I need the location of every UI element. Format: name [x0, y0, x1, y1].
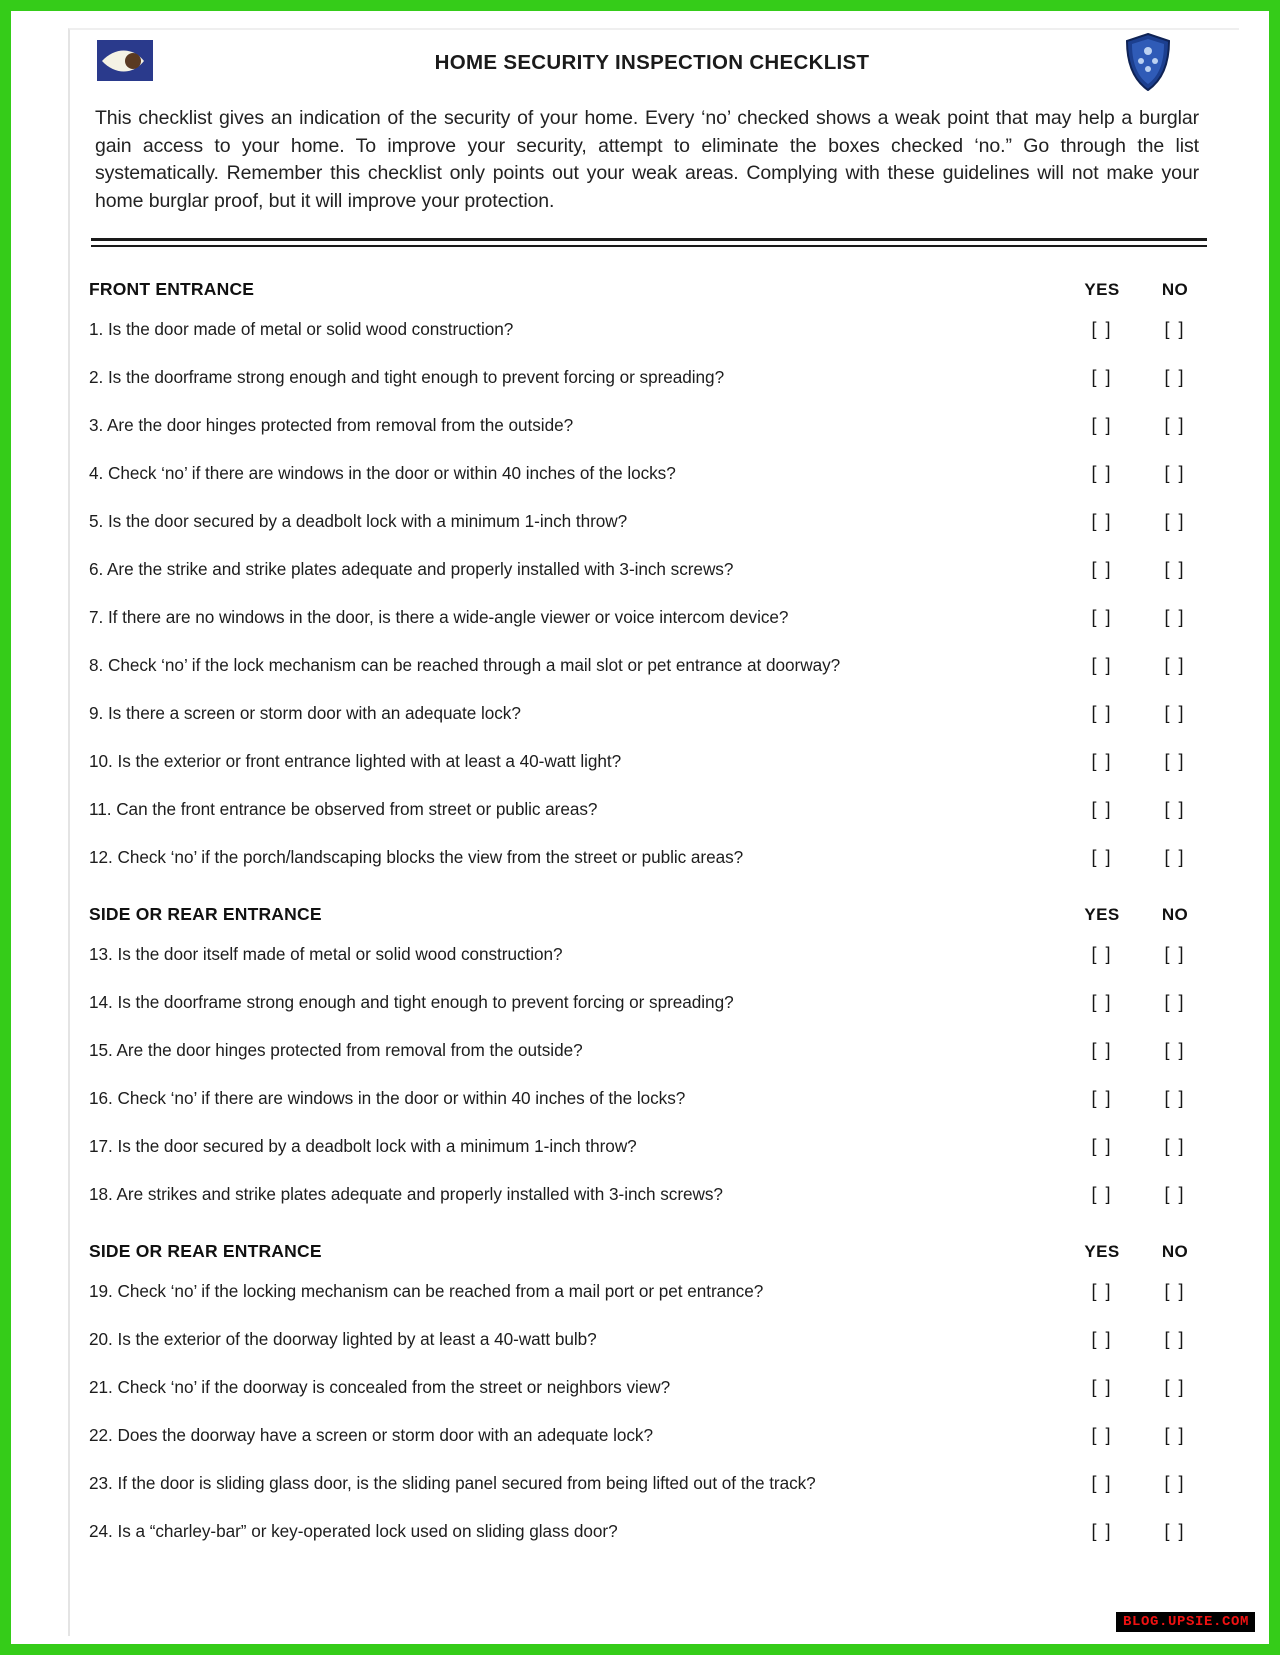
question-text: 1. Is the door made of metal or solid wood construction?	[89, 319, 514, 340]
no-checkbox[interactable]: [ ]	[1164, 1136, 1186, 1157]
question-text: 18. Are strikes and strike plates adequate and properly installed with 3-inch screws?	[89, 1184, 723, 1205]
document-header	[89, 29, 1209, 91]
no-checkbox[interactable]: [ ]	[1164, 559, 1186, 580]
no-checkbox[interactable]: [ ]	[1164, 511, 1186, 532]
no-checkbox[interactable]: [ ]	[1164, 992, 1186, 1013]
checklist-row	[89, 979, 1209, 1027]
yes-checkbox[interactable]: [ ]	[1091, 799, 1113, 820]
column-header-no: NO	[1161, 1241, 1189, 1261]
eye-icon	[97, 40, 153, 81]
question-text: 22. Does the doorway have a screen or storm door with an adequate lock?	[89, 1425, 653, 1446]
section-title: FRONT ENTRANCE	[89, 278, 255, 299]
checklist-row	[89, 450, 1209, 498]
checklist-row	[89, 690, 1209, 738]
checklist-table	[89, 257, 1209, 1556]
question-text: 9. Is there a screen or storm door with an adequate lock?	[89, 703, 521, 724]
checklist-row	[89, 1508, 1209, 1556]
watermark: BLOG.UPSIE.COM	[1116, 1612, 1255, 1632]
checklist-row	[89, 1268, 1209, 1316]
no-checkbox[interactable]: [ ]	[1164, 367, 1186, 388]
question-text: 2. Is the doorframe strong enough and tight enough to prevent forcing or spreading?	[89, 367, 725, 388]
checklist-row	[89, 786, 1209, 834]
yes-checkbox[interactable]: [ ]	[1091, 751, 1113, 772]
no-checkbox[interactable]: [ ]	[1164, 1377, 1186, 1398]
yes-checkbox[interactable]: [ ]	[1091, 367, 1113, 388]
shield-badge-icon	[1125, 33, 1171, 91]
question-text: 19. Check ‘no’ if the locking mechanism can be reached from a mail port or pet entrance?	[89, 1281, 764, 1302]
no-checkbox[interactable]: [ ]	[1164, 1184, 1186, 1205]
checklist-row	[89, 1460, 1209, 1508]
section-header-row	[89, 257, 1209, 306]
checklist-row	[89, 402, 1209, 450]
column-header-no: NO	[1161, 904, 1189, 924]
no-checkbox[interactable]: [ ]	[1164, 751, 1186, 772]
checklist-body	[89, 257, 1209, 1556]
yes-checkbox[interactable]: [ ]	[1091, 1329, 1113, 1350]
question-text: 15. Are the door hinges protected from removal from the outside?	[89, 1040, 583, 1061]
yes-checkbox[interactable]: [ ]	[1091, 1281, 1113, 1302]
question-text: 14. Is the doorframe strong enough and tight enough to prevent forcing or spreading?	[89, 992, 734, 1013]
no-checkbox[interactable]: [ ]	[1164, 1329, 1186, 1350]
question-text: 13. Is the door itself made of metal or solid wood construction?	[89, 944, 563, 965]
section-title: SIDE OR REAR ENTRANCE	[89, 903, 322, 924]
checklist-row	[89, 1364, 1209, 1412]
question-text: 21. Check ‘no’ if the doorway is concealed from the street or neighbors view?	[89, 1377, 671, 1398]
checklist-row	[89, 1123, 1209, 1171]
question-text: 23. If the door is sliding glass door, is the sliding panel secured from being lifted out of the track?	[89, 1473, 816, 1494]
yes-checkbox[interactable]: [ ]	[1091, 847, 1113, 868]
no-checkbox[interactable]: [ ]	[1164, 1040, 1186, 1061]
yes-checkbox[interactable]: [ ]	[1091, 992, 1113, 1013]
question-text: 10. Is the exterior or front entrance lighted with at least a 40-watt light?	[89, 751, 622, 772]
question-text: 5. Is the door secured by a deadbolt lock with a minimum 1-inch throw?	[89, 511, 628, 532]
section-title: SIDE OR REAR ENTRANCE	[89, 1240, 322, 1261]
question-text: 12. Check ‘no’ if the porch/landscaping blocks the view from the street or public areas?	[89, 847, 744, 868]
column-header-yes: YES	[1084, 279, 1120, 299]
document-sheet	[11, 11, 1269, 1644]
yes-checkbox[interactable]: [ ]	[1091, 1425, 1113, 1446]
no-checkbox[interactable]: [ ]	[1164, 463, 1186, 484]
checklist-row	[89, 306, 1209, 354]
no-checkbox[interactable]: [ ]	[1164, 1088, 1186, 1109]
no-checkbox[interactable]: [ ]	[1164, 1281, 1186, 1302]
checklist-row	[89, 1075, 1209, 1123]
yes-checkbox[interactable]: [ ]	[1091, 1473, 1113, 1494]
yes-checkbox[interactable]: [ ]	[1091, 655, 1113, 676]
no-checkbox[interactable]: [ ]	[1164, 607, 1186, 628]
no-checkbox[interactable]: [ ]	[1164, 944, 1186, 965]
yes-checkbox[interactable]: [ ]	[1091, 415, 1113, 436]
column-header-yes: YES	[1084, 1241, 1120, 1261]
column-header-yes: YES	[1084, 904, 1120, 924]
section-divider	[91, 238, 1207, 247]
yes-checkbox[interactable]: [ ]	[1091, 463, 1113, 484]
checklist-row	[89, 738, 1209, 786]
yes-checkbox[interactable]: [ ]	[1091, 1377, 1113, 1398]
yes-checkbox[interactable]: [ ]	[1091, 1184, 1113, 1205]
checklist-row	[89, 1171, 1209, 1219]
yes-checkbox[interactable]: [ ]	[1091, 1521, 1113, 1542]
checklist-row	[89, 546, 1209, 594]
question-text: 17. Is the door secured by a deadbolt lock with a minimum 1-inch throw?	[89, 1136, 637, 1157]
question-text: 16. Check ‘no’ if there are windows in the door or within 40 inches of the locks?	[89, 1088, 686, 1109]
checklist-row	[89, 1027, 1209, 1075]
checklist-row	[89, 594, 1209, 642]
no-checkbox[interactable]: [ ]	[1164, 319, 1186, 340]
yes-checkbox[interactable]: [ ]	[1091, 944, 1113, 965]
question-text: 20. Is the exterior of the doorway lighted by at least a 40-watt bulb?	[89, 1329, 597, 1350]
question-text: 11. Can the front entrance be observed from street or public areas?	[89, 799, 598, 820]
checklist-row	[89, 931, 1209, 979]
question-text: 4. Check ‘no’ if there are windows in the door or within 40 inches of the locks?	[89, 463, 676, 484]
question-text: 7. If there are no windows in the door, is there a wide-angle viewer or voice intercom device?	[89, 607, 789, 628]
page-title: HOME SECURITY INSPECTION CHECKLIST	[434, 51, 870, 74]
no-checkbox[interactable]: [ ]	[1164, 1473, 1186, 1494]
checklist-row	[89, 642, 1209, 690]
question-text: 6. Are the strike and strike plates adequate and properly installed with 3-inch screws?	[89, 559, 734, 580]
checklist-row	[89, 354, 1209, 402]
no-checkbox[interactable]: [ ]	[1164, 847, 1186, 868]
no-checkbox[interactable]: [ ]	[1164, 1425, 1186, 1446]
question-text: 24. Is a “charley-bar” or key-operated lock used on sliding glass door?	[89, 1521, 618, 1542]
yes-checkbox[interactable]: [ ]	[1091, 559, 1113, 580]
checklist-row	[89, 1316, 1209, 1364]
no-checkbox[interactable]: [ ]	[1164, 415, 1186, 436]
yes-checkbox[interactable]: [ ]	[1091, 511, 1113, 532]
intro-paragraph: This checklist gives an indication of the security of your home. Every ‘no’ checked shows a weak point that may help a burglar gain access to your home. To improve your security, attempt to eliminate the boxes checked ‘no.” Go through the list systematically. Remember this checklist only points out your weak areas. Complying with these guidelines will not make your home burglar proof, but it will improve your protection.	[95, 107, 1199, 213]
section-header-row	[89, 882, 1209, 931]
yes-checkbox[interactable]: [ ]	[1091, 1040, 1113, 1061]
checklist-row	[89, 834, 1209, 882]
yes-checkbox[interactable]: [ ]	[1091, 1136, 1113, 1157]
question-text: 3. Are the door hinges protected from removal from the outside?	[89, 415, 574, 436]
checklist-row	[89, 498, 1209, 546]
yes-checkbox[interactable]: [ ]	[1091, 607, 1113, 628]
no-checkbox[interactable]: [ ]	[1164, 799, 1186, 820]
no-checkbox[interactable]: [ ]	[1164, 655, 1186, 676]
checklist-row	[89, 1412, 1209, 1460]
yes-checkbox[interactable]: [ ]	[1091, 703, 1113, 724]
section-header-row	[89, 1219, 1209, 1268]
yes-checkbox[interactable]: [ ]	[1091, 319, 1113, 340]
yes-checkbox[interactable]: [ ]	[1091, 1088, 1113, 1109]
no-checkbox[interactable]: [ ]	[1164, 703, 1186, 724]
question-text: 8. Check ‘no’ if the lock mechanism can be reached through a mail slot or pet entrance at doorway?	[89, 655, 841, 676]
column-header-no: NO	[1161, 279, 1189, 299]
no-checkbox[interactable]: [ ]	[1164, 1521, 1186, 1542]
